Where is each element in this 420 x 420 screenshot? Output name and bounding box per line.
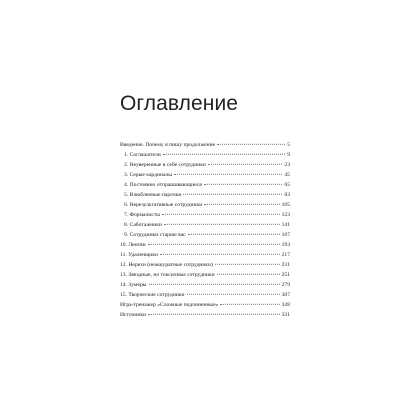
toc-entry-page: 5: [287, 142, 290, 148]
toc-entry: [120, 182, 290, 189]
dot-leader: [215, 264, 280, 265]
toc-entry: [120, 262, 290, 269]
toc-entry-page: 167: [281, 231, 290, 238]
toc-entry-label: 13. Звездные, но токсичные сотрудники: [120, 271, 215, 278]
toc-entry-page: 307: [281, 291, 290, 298]
dot-leader: [163, 154, 285, 155]
toc-entry-label: 1. Соглашатели: [124, 151, 161, 158]
toc-entry: [120, 202, 290, 209]
toc-entry-label: 10. Лентяи: [120, 241, 146, 248]
toc-entry: [120, 162, 290, 169]
toc-entry: [120, 282, 290, 289]
dot-leader: [183, 194, 282, 195]
toc-entry-page: 279: [281, 281, 290, 288]
toc-entry-label: 8. Саботажники: [124, 221, 162, 228]
toc-entry: [120, 192, 290, 199]
toc-entry-page: 83: [284, 191, 290, 198]
toc-entry-page: 65: [284, 181, 290, 188]
toc-entry-page: 9: [287, 151, 290, 158]
toc-entry-label: 6. Нерезультативные сотрудники: [124, 201, 203, 208]
dot-leader: [148, 244, 280, 245]
dot-leader: [174, 174, 282, 175]
toc-entry-page: 331: [281, 311, 290, 318]
toc-entry: [120, 312, 290, 319]
toc-entry-label: Введение. Почему я пишу продолжение: [120, 142, 216, 148]
dot-leader: [164, 224, 280, 225]
toc-entry-label: Источники: [120, 311, 147, 318]
toc-entry-page: 328: [281, 301, 290, 308]
toc-entry: [120, 212, 290, 219]
toc-entry-label: 5. Влюбленные парочки: [124, 191, 182, 198]
toc-entry: [120, 272, 290, 279]
toc-entry-page: 141: [281, 221, 290, 228]
dot-leader: [217, 274, 280, 275]
dot-leader: [204, 204, 279, 205]
toc-entry-label: 14. Зумеры: [120, 281, 147, 288]
dot-leader: [204, 184, 283, 185]
toc-entry-page: 45: [284, 171, 290, 178]
toc-entry-page: 231: [281, 261, 290, 268]
toc-entry: [120, 232, 290, 239]
toc-entry-page: 251: [281, 271, 290, 278]
toc-entry: [120, 252, 290, 259]
toc-entry: [120, 172, 290, 179]
toc-entry-label: 11. Удаленщики: [120, 251, 159, 258]
dot-leader: [149, 284, 280, 285]
dot-leader: [188, 234, 280, 235]
toc-entry-label: 15. Творческие сотрудники: [120, 291, 185, 298]
toc-entry-label: Игра-тренажер «Сложные подчиненные»: [120, 301, 219, 308]
dot-leader: [187, 294, 280, 295]
toc-entry-label: 7. Формалисты: [124, 211, 161, 218]
toc-entry-label: 9. Сотрудники старше вас: [124, 231, 186, 238]
toc-entry-page: 105: [281, 201, 290, 208]
page-title: Оглавление: [120, 92, 239, 115]
toc-entry: [120, 152, 290, 159]
dot-leader: [160, 254, 280, 255]
toc-entry-page: 23: [284, 161, 290, 168]
toc-entry: [120, 302, 290, 309]
toc-entry: [120, 222, 290, 229]
toc-entry-label: 4. Постоянно отпрашивающиеся: [124, 181, 202, 188]
toc-entry-label: 2. Неуверенные в себе сотрудники: [124, 161, 206, 168]
dot-leader: [217, 144, 285, 145]
toc-entry-page: 217: [281, 251, 290, 258]
toc-entry-label: 3. Серые кардиналы: [124, 171, 173, 178]
dot-leader: [162, 214, 280, 215]
toc-entry: [120, 242, 290, 249]
dot-leader: [220, 304, 279, 305]
dot-leader: [148, 314, 280, 315]
toc-entry-label: 12. Нерехи (неаккуратные сотрудники): [120, 261, 213, 268]
toc-entry-page: 193: [281, 241, 290, 248]
toc-entry: [120, 142, 290, 149]
toc-entry-page: 123: [281, 211, 290, 218]
toc-entry: [120, 292, 290, 299]
table-of-contents: [120, 142, 290, 318]
dot-leader: [208, 164, 282, 165]
